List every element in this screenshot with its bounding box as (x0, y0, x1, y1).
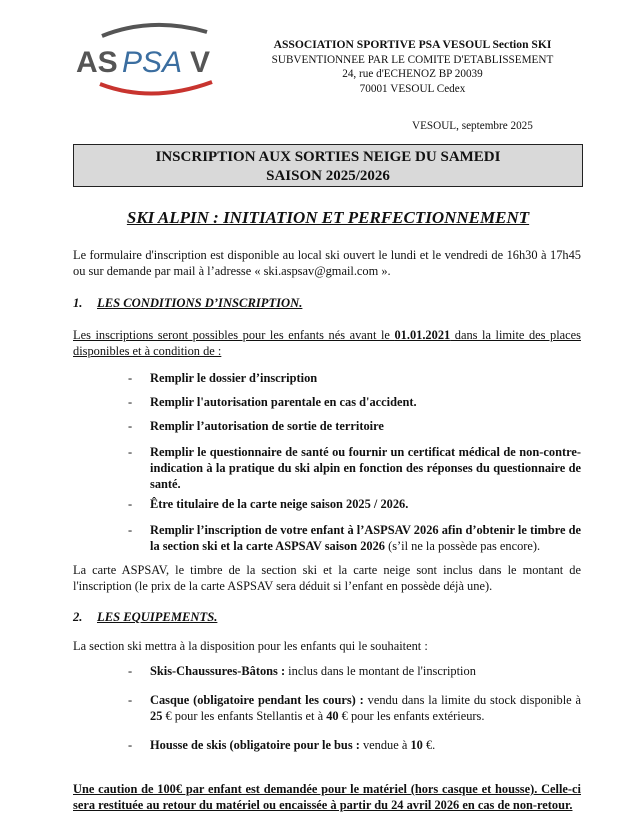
dash: - (128, 523, 133, 537)
svg-text:AS: AS (76, 46, 118, 79)
item-text: vendu dans la limite du stock disponible à (363, 693, 581, 707)
cond-date: 01.01.2021 (394, 328, 451, 342)
item-label: Casque (obligatoire pendant les cours) : (150, 693, 364, 707)
dash: - (128, 395, 133, 409)
org-name: ASSOCIATION SPORTIVE PSA VESOUL Section SKI (273, 38, 552, 51)
item-text: € pour les enfants Stellantis et à (162, 709, 327, 723)
list-item (128, 370, 581, 386)
list-item (128, 692, 581, 724)
dash: - (128, 445, 133, 459)
dash: - (128, 693, 133, 707)
item-label: Skis-Chaussures-Bâtons : (150, 664, 286, 678)
price: 10 (410, 738, 423, 752)
section-number: 1. (73, 296, 83, 310)
org-address: 24, rue d'ECHENOZ BP 20039 (342, 68, 483, 80)
dash: - (128, 371, 133, 385)
section-title: LES CONDITIONS D’INSCRIPTION. (97, 296, 303, 310)
item-text: € pour les enfants extérieurs. (338, 709, 485, 723)
list-item (128, 496, 581, 512)
item-text: Remplir l'autorisation parentale en cas d'accident. (150, 395, 417, 409)
deposit-notice: Une caution de 100€ par enfant est demandée pour le matériel (hors casque et housse). Celle-ci sera restituée au retour du matériel ou encaissée à partir du 24 avril 2026 en cas de non-retour. (73, 782, 581, 812)
dash: - (128, 664, 133, 678)
equipment-intro: La section ski mettra à la disposition pour les enfants qui le souhaitent : (73, 639, 428, 653)
item-text: inclus dans le montant de l'inscription (285, 664, 476, 678)
item-text: Remplir le dossier d’inscription (150, 371, 318, 385)
document-subtitle: SKI ALPIN : INITIATION ET PERFECTIONNEMENT (126, 208, 530, 227)
section-1-heading (73, 295, 302, 311)
item-text: vendue à (359, 738, 411, 752)
org-header (255, 38, 570, 96)
document-title (73, 144, 583, 187)
list-item (128, 522, 581, 554)
title-line-1: INSCRIPTION AUX SORTIES NEIGE DU SAMEDI (155, 149, 501, 165)
item-text: Remplir l’autorisation de sortie de territoire (150, 419, 384, 433)
dash: - (128, 738, 133, 752)
section-2-heading (73, 609, 217, 625)
conditions-paragraph (73, 327, 581, 359)
inclusion-note: La carte ASPSAV, le timbre de la section ski et la carte neige sont inclus dans le montant de l'inscription (le prix de la carte ASPSAV sera déduit si l’enfant en possède déjà une). (73, 563, 581, 593)
svg-text:V: V (190, 46, 211, 79)
section-title: LES EQUIPEMENTS. (97, 610, 218, 624)
dash: - (128, 497, 133, 511)
cond-text-2: dans la limite des places disponibles et à condition de : (73, 328, 581, 358)
svg-text:PSA: PSA (122, 46, 183, 79)
item-label: Housse de skis (obligatoire pour le bus : (150, 738, 360, 752)
item-text: €. (422, 738, 436, 752)
org-subsidy: SUBVENTIONNEE PAR LE COMITE D'ETABLISSEMENT (271, 53, 554, 66)
item-text: Remplir le questionnaire de santé ou fournir un certificat médical de non-contre-indication à la pratique du ski alpin en fonction des réponses du questionnaire de santé. (150, 445, 581, 491)
item-text: Remplir l’inscription de votre enfant à l’ASPSAV 2026 afin d’obtenir le timbre de la section ski et la carte ASPSAV saison 2026 (150, 523, 581, 553)
price: 40 (326, 709, 339, 723)
price: 25 (150, 709, 163, 723)
list-item (128, 663, 581, 679)
list-item (128, 394, 581, 410)
list-item (128, 418, 581, 434)
item-text: Être titulaire de la carte neige saison 2025 / 2026. (150, 497, 409, 511)
list-item (128, 737, 581, 753)
aspsav-logo (72, 18, 232, 100)
list-item (128, 444, 581, 492)
intro-paragraph: Le formulaire d'inscription est disponible au local ski ouvert le lundi et le vendredi de 16h30 à 17h45 ou sur demande par mail à l’adresse « ski.aspsav@gmail.com ». (73, 248, 581, 278)
cond-text: Les inscriptions seront possibles pour les enfants nés avant le (73, 328, 395, 342)
section-number: 2. (73, 610, 83, 624)
title-line-2: SAISON 2025/2026 (266, 168, 390, 184)
letter-date: VESOUL, septembre 2025 (412, 120, 533, 132)
org-city: 70001 VESOUL Cedex (359, 82, 466, 95)
item-note: (s’il ne la possède pas encore). (384, 539, 541, 553)
dash: - (128, 419, 133, 433)
